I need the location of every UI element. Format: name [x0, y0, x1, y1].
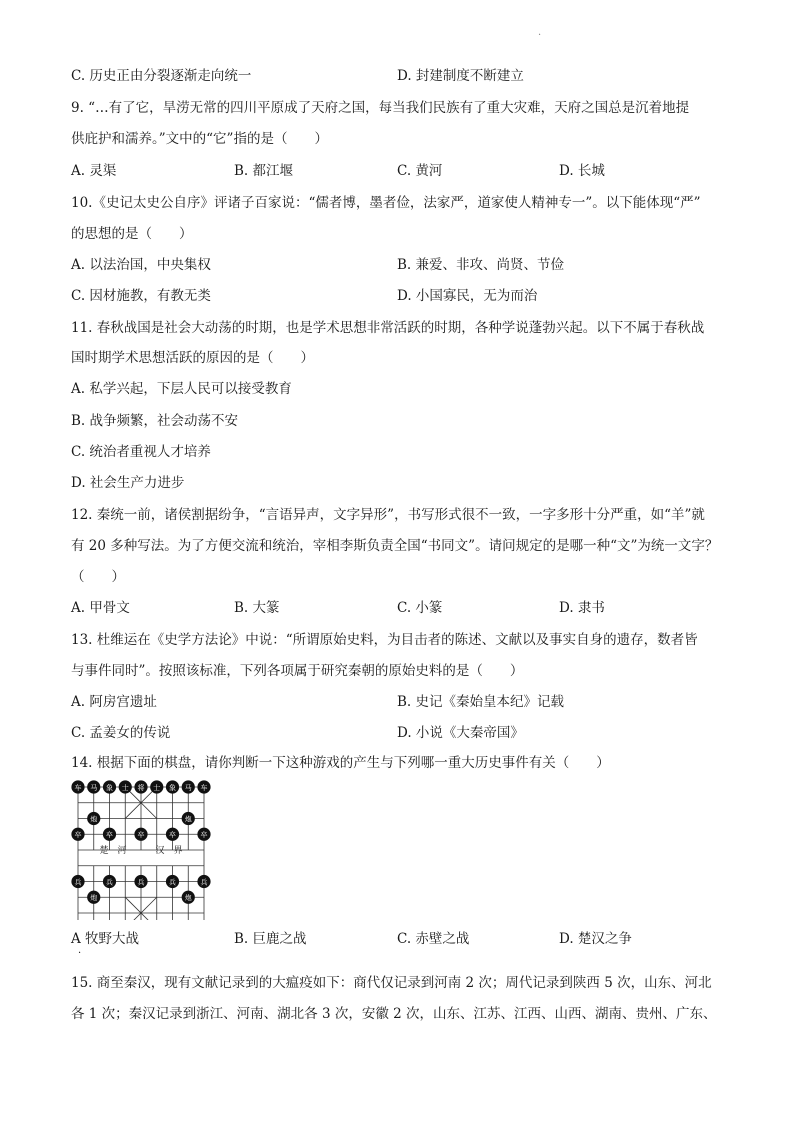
- piece-label: 炮: [90, 894, 98, 903]
- chinese-chess-board-figure: [71, 780, 211, 920]
- q10-option-a: A. 以法治国，中央集权: [71, 257, 211, 273]
- river-label-right: 汉 界: [155, 846, 183, 856]
- piece-bottom-cannon: [87, 891, 100, 904]
- q12-stem-line1: 12. 秦统一前，诸侯割据纷争，“言语异声，文字异形”，书写形式很不一致，一字多形十分严重，如“羊”就: [71, 507, 705, 523]
- piece-bottom-cannon: [182, 891, 195, 904]
- q14-option-c: C. 赤壁之战: [397, 931, 470, 947]
- piece-bottom-soldier: [197, 875, 210, 888]
- q10-stem-line2: 的思想的是（ ）: [71, 226, 193, 242]
- piece-bottom-soldier: [103, 875, 116, 888]
- q14-option-a: A 牧野大战: [71, 931, 140, 947]
- q15-stem-line1: 15. 商至秦汉，现有文献记录到的大瘟疫如下：商代仅记录到河南 2 次；周代记录到陕西 5 次，山东、河北: [71, 975, 712, 991]
- piece-top-back-row: [197, 780, 210, 793]
- piece-label: 炮: [184, 815, 192, 824]
- piece-label: 车: [74, 783, 82, 792]
- q14-option-b: B. 巨鹿之战: [234, 931, 307, 947]
- piece-label: 卒: [74, 831, 82, 840]
- page-mark: ·: [538, 30, 542, 41]
- piece-label: 士: [121, 783, 129, 792]
- chess-board-svg: [71, 780, 211, 920]
- piece-top-back-row: [103, 780, 116, 793]
- q12-option-a: A. 甲骨文: [71, 600, 130, 616]
- piece-label: 兵: [200, 878, 208, 887]
- q9-option-b: B. 都江堰: [234, 163, 294, 179]
- q13-stem-line1: 13. 杜维运在《史学方法论》中说：“所谓原始史料，为目击者的陈述、文献以及事实自身的遗存，数者皆: [71, 632, 698, 648]
- q13-option-c: C. 孟姜女的传说: [71, 725, 171, 741]
- piece-label: 马: [184, 783, 192, 792]
- piece-label: 车: [200, 783, 208, 792]
- piece-top-back-row: [150, 780, 163, 793]
- q9-option-d: D. 长城: [559, 163, 605, 179]
- q13-option-d: D. 小说《大秦帝国》: [397, 725, 524, 741]
- q10-option-c: C. 因材施教，有教无类: [71, 288, 211, 304]
- q10-option-d: D. 小国寡民，无为而治: [397, 288, 538, 304]
- piece-top-soldier: [197, 828, 210, 841]
- q10-stem-line1: 10.《史记太史公自序》评诸子百家说：“儒者博，墨者俭，法家严，道家使人精神专一”。以下能体现“严”: [71, 195, 701, 211]
- q13-stem-line2: 与事件同时”。按照该标准，下列各项属于研究秦朝的原始史料的是（ ）: [71, 663, 524, 679]
- piece-top-cannon: [87, 812, 100, 825]
- piece-top-back-row: [134, 780, 147, 793]
- piece-label: 卒: [106, 831, 113, 840]
- q11-option-d: D. 社会生产力进步: [71, 475, 185, 491]
- piece-top-back-row: [87, 780, 100, 793]
- q9-option-a: A. 灵渠: [71, 163, 117, 179]
- piece-label: 卒: [200, 831, 208, 840]
- q12-option-c: C. 小篆: [397, 600, 443, 616]
- piece-label: 象: [169, 783, 176, 792]
- q12-stem-line2: 有 20 多种写法。为了方便交流和统治，宰相李斯负责全国“书同文”。请问规定的是哪一种“文”为统一文字？: [71, 538, 719, 554]
- q11-stem-line1: 11. 春秋战国是社会大动荡的时期，也是学术思想非常活跃的时期，各种学说蓬勃兴起。以下不属于春秋战: [71, 320, 705, 336]
- piece-label: 炮: [90, 815, 98, 824]
- piece-label: 兵: [169, 878, 176, 887]
- piece-top-soldier: [71, 828, 84, 841]
- piece-top-back-row: [182, 780, 195, 793]
- q14-stem-line1: 14. 根据下面的棋盘，请你判断一下这种游戏的产生与下列哪一重大历史事件有关（ ）: [71, 755, 610, 771]
- piece-bottom-soldier: [166, 875, 179, 888]
- piece-top-back-row: [71, 780, 84, 793]
- q11-option-c: C. 统治者重视人才培养: [71, 444, 211, 460]
- piece-top-back-row: [166, 780, 179, 793]
- q9-option-c: C. 黄河: [397, 163, 443, 179]
- piece-label: 炮: [184, 894, 192, 903]
- piece-bottom-soldier: [71, 875, 84, 888]
- q15-stem-line2: 各 1 次；秦汉记录到浙江、河南、湖北各 3 次，安徽 2 次，山东、江苏、江西、山西、湖南、贵州、广东、: [71, 1006, 717, 1022]
- piece-top-back-row: [119, 780, 132, 793]
- piece-label: 兵: [106, 878, 113, 887]
- river-label-left: 楚 河: [99, 846, 127, 856]
- q13-option-a: A. 阿房宫遗址: [71, 694, 157, 710]
- piece-label: 将: [137, 783, 145, 792]
- q12-stem-line3: （ ）: [71, 569, 125, 585]
- piece-label: 马: [90, 783, 98, 792]
- q10-option-b: B. 兼爱、非攻、尚贤、节俭: [397, 257, 565, 273]
- q13-option-b: B. 史记《秦始皇本纪》记载: [397, 694, 565, 710]
- q12-option-b: B. 大篆: [234, 600, 280, 616]
- q11-stem-line2: 国时期学术思想活跃的原因的是（ ）: [71, 350, 314, 366]
- piece-label: 卒: [169, 831, 176, 840]
- piece-top-soldier: [134, 828, 147, 841]
- piece-top-cannon: [182, 812, 195, 825]
- q9-stem-line2: 供庇护和濡养。”文中的“它”指的是（ ）: [71, 131, 328, 147]
- stray-mark: ·: [78, 948, 82, 959]
- q11-option-a: A. 私学兴起，下层人民可以接受教育: [71, 381, 292, 397]
- piece-label: 兵: [74, 878, 82, 887]
- q14-option-d: D. 楚汉之争: [559, 931, 632, 947]
- q11-option-b: B. 战争频繁，社会动荡不安: [71, 413, 239, 429]
- piece-label: 象: [106, 783, 113, 792]
- piece-label: 卒: [137, 831, 145, 840]
- piece-label: 士: [153, 783, 161, 792]
- q8-option-c: C. 历史正由分裂逐渐走向统一: [71, 68, 252, 84]
- q9-stem-line1: 9. “…有了它，旱涝无常的四川平原成了天府之国，每当我们民族有了重大灾难，天府之国总是沉着地提: [71, 100, 690, 116]
- q8-option-d: D. 封建制度不断建立: [397, 68, 524, 84]
- q12-option-d: D. 隶书: [559, 600, 605, 616]
- piece-top-soldier: [103, 828, 116, 841]
- piece-top-soldier: [166, 828, 179, 841]
- piece-label: 兵: [137, 878, 145, 887]
- piece-bottom-soldier: [134, 875, 147, 888]
